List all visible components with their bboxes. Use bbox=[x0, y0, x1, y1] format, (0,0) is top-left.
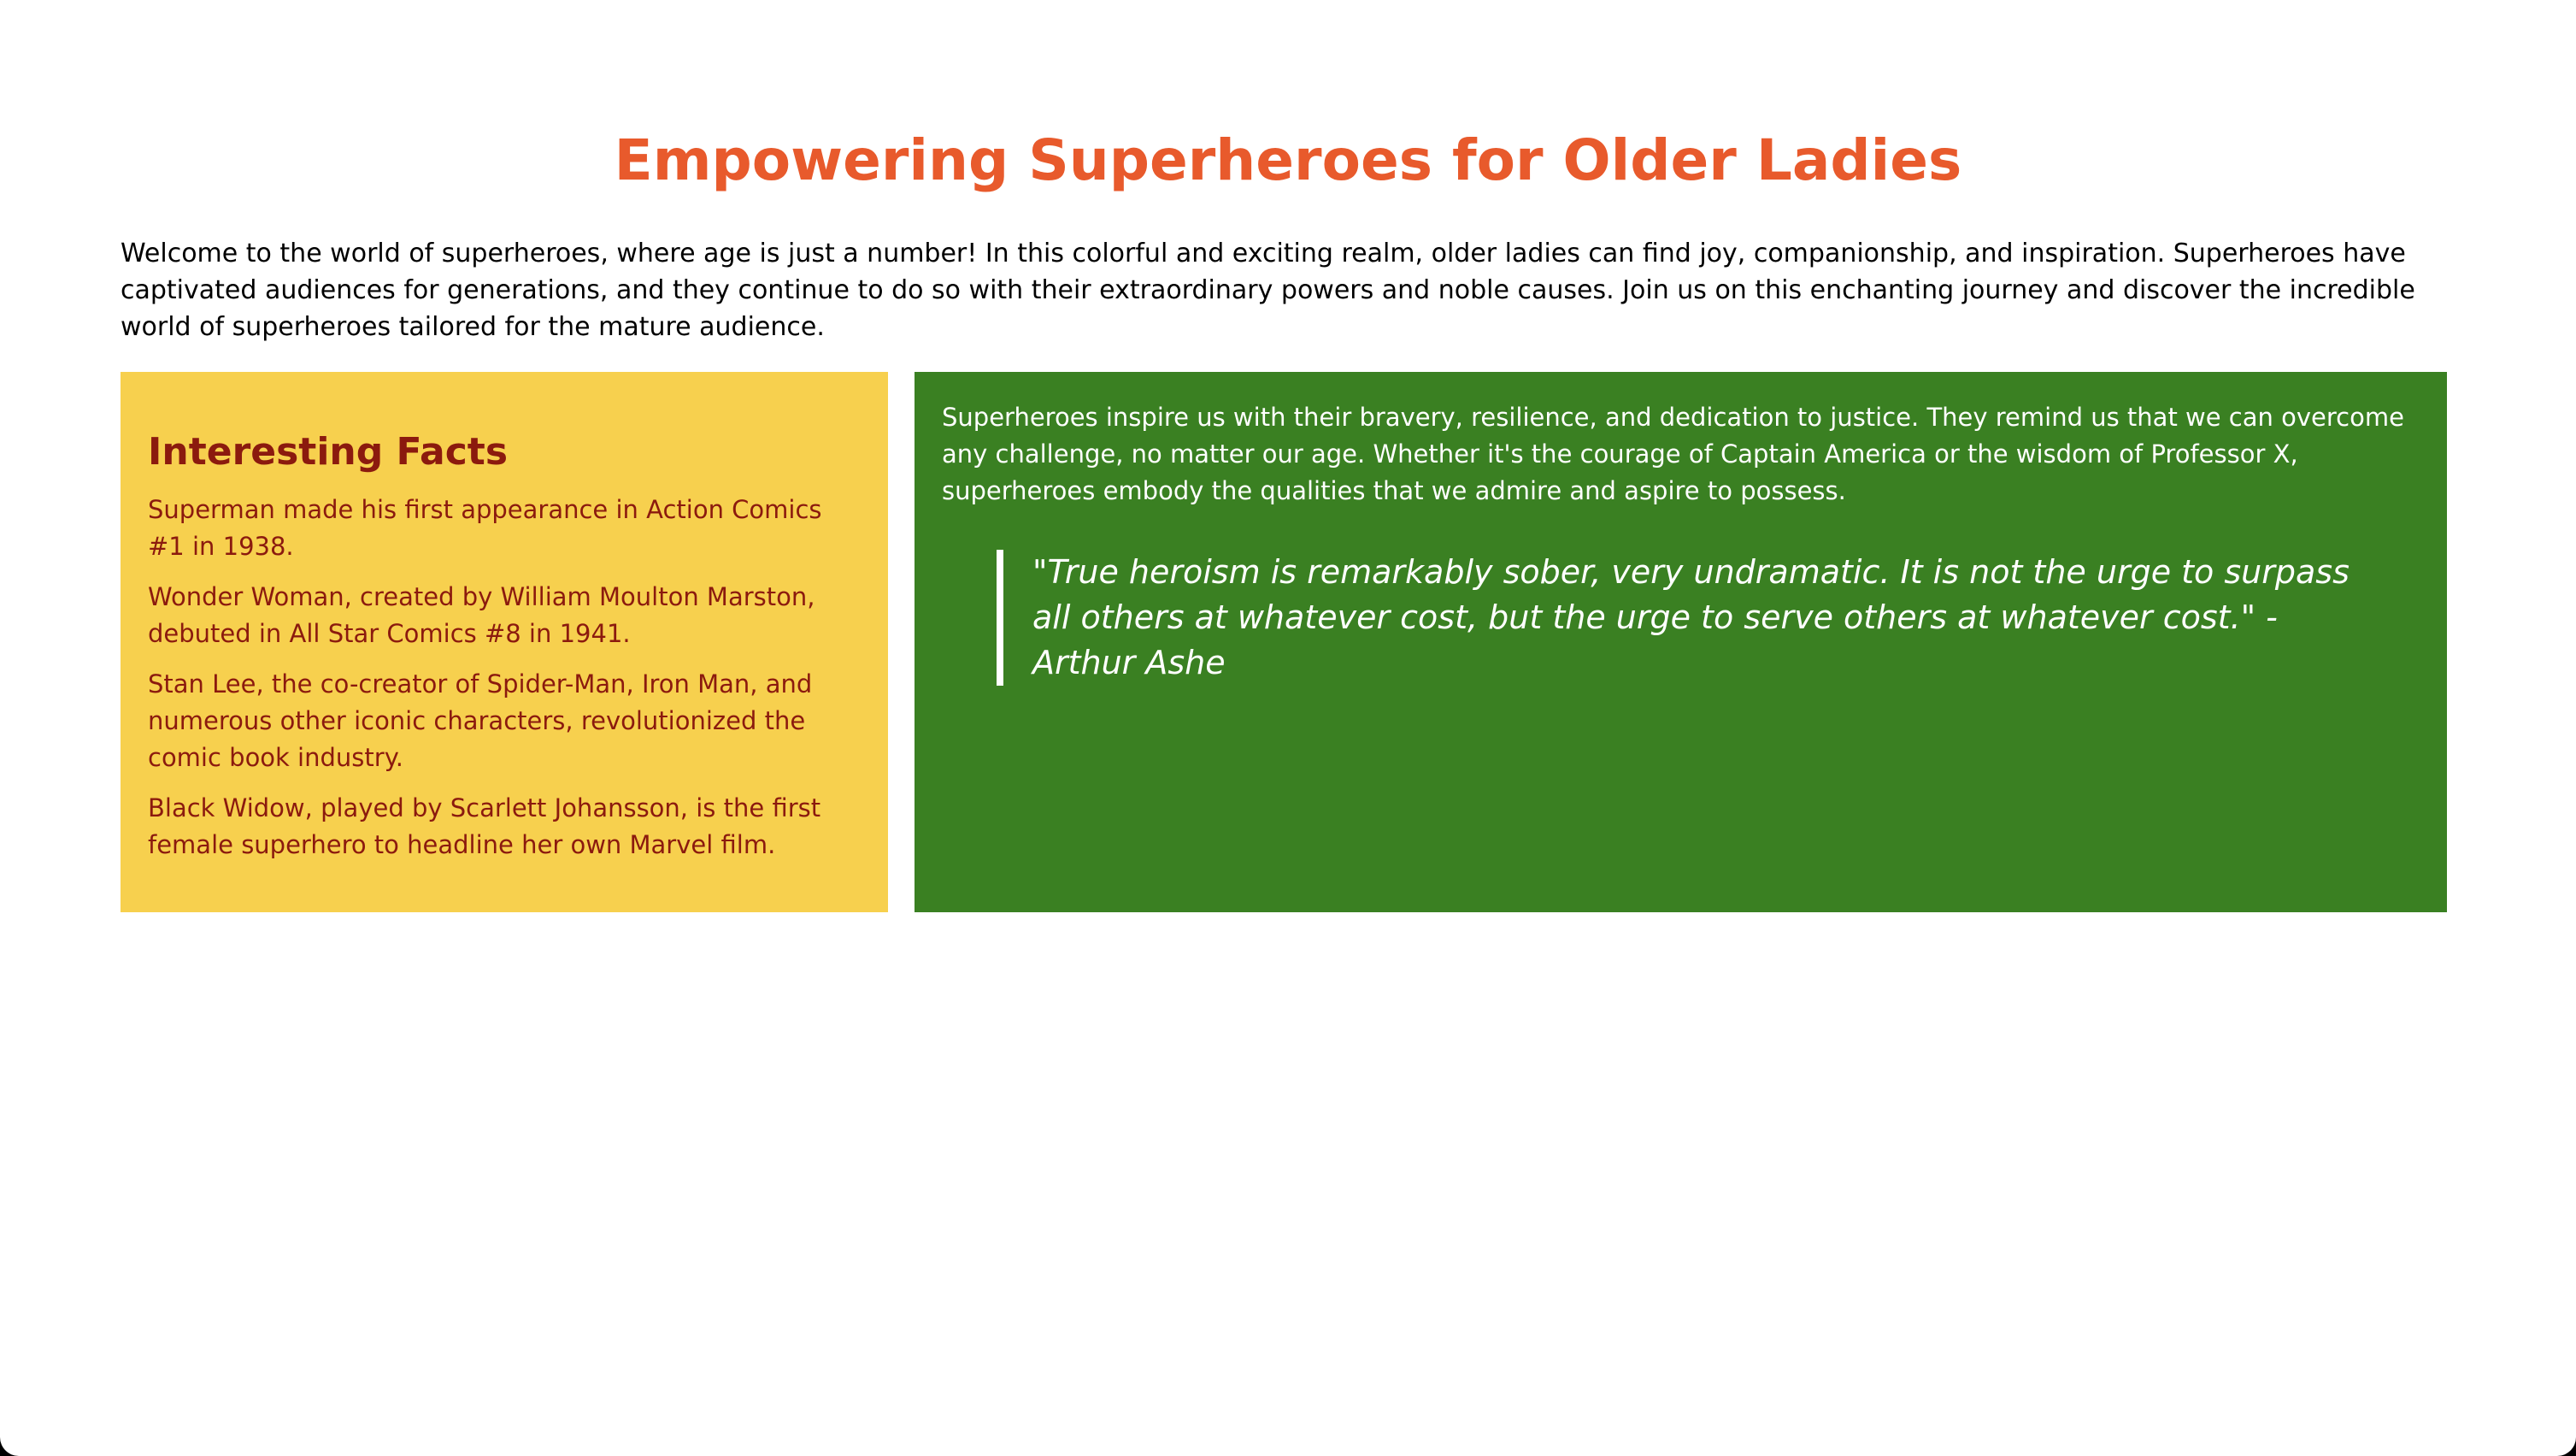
fact-item: Black Widow, played by Scarlett Johansson, is the first female superhero to headline her own Marvel film. bbox=[148, 793, 821, 859]
facts-heading: Interesting Facts bbox=[148, 430, 509, 474]
fact-item: Superman made his first appearance in Action Comics #1 in 1938. bbox=[148, 495, 822, 561]
inspiration-panel bbox=[915, 372, 2447, 912]
intro-paragraph: Welcome to the world of superheroes, where age is just a number! In this colorful and exciting realm, older ladies can find joy, companionship, and inspiration. Superheroes have captivated audiences for generations, and they continue to do so with their extraordinary powers and noble causes. Join us on this enchanting journey and discover the incredible world of superheroes tailored for the mature audience. bbox=[121, 239, 2415, 342]
fact-item: Wonder Woman, created by William Moulton Marston, debuted in All Star Comics #8 in 1941. bbox=[148, 582, 815, 648]
fact-item: Stan Lee, the co-creator of Spider-Man, Iron Man, and numerous other iconic characters, revolutionized the comic book industry. bbox=[148, 669, 813, 772]
inspiration-text: Superheroes inspire us with their bravery, resilience, and dedication to justice. They remind us that we can overcome any challenge, no matter our age. Whether it's the courage of Captain America or the wisdom of Professor X, superheroes embody the qualities that we admire and aspire to possess. bbox=[942, 403, 2404, 505]
page-title: Empowering Superheroes for Older Ladies bbox=[614, 127, 1962, 193]
interesting-facts-panel bbox=[121, 372, 888, 912]
arthur-ashe-quote: "True heroism is remarkably sober, very undramatic. It is not the urge to surpass all others at whatever cost, but the urge to serve others at whatever cost." - Arthur Ashe bbox=[997, 550, 2366, 686]
